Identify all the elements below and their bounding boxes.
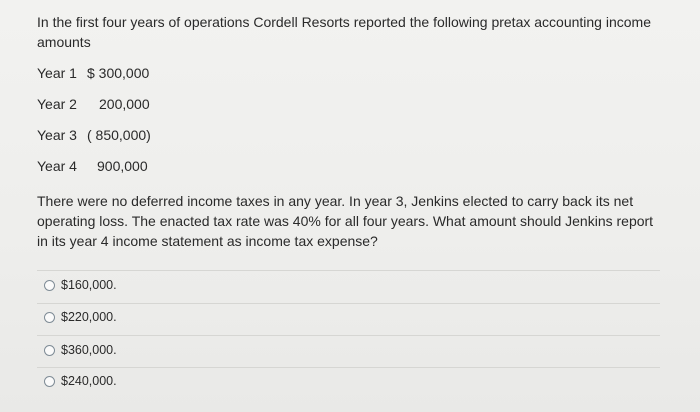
divider <box>37 335 660 336</box>
question-body: There were no deferred income taxes in any year. In year 3, Jenkins elected to carry back its net operating loss. The enacted tax rate was 40% for all four years. What amount should Jenkins report in its year 4 income statement as income tax expense? <box>37 193 654 249</box>
year-amount: 200,000 <box>99 96 150 112</box>
radio-button[interactable] <box>44 376 55 387</box>
year-label: Year 2 <box>37 96 77 112</box>
year-label: Year 3 <box>37 127 77 143</box>
answer-option-1[interactable] <box>44 275 117 295</box>
year-row-1 <box>37 63 149 83</box>
divider <box>37 303 660 304</box>
year-label: Year 4 <box>37 158 77 174</box>
question-intro: In the first four years of operations Cordell Resorts reported the following pretax accounting income amounts <box>37 14 651 50</box>
answer-option-4[interactable] <box>44 371 117 391</box>
year-amount: 900,000 <box>97 158 148 174</box>
answer-option-label: $220,000. <box>61 310 117 324</box>
year-row-4 <box>37 156 148 176</box>
year-amount: ( 850,000) <box>87 127 151 143</box>
answer-option-3[interactable] <box>44 340 117 360</box>
answer-option-label: $240,000. <box>61 374 117 388</box>
divider <box>37 367 660 368</box>
year-amount: $ 300,000 <box>87 65 150 81</box>
answer-option-label: $360,000. <box>61 343 117 357</box>
answer-option-label: $160,000. <box>61 278 117 292</box>
radio-button[interactable] <box>44 280 55 291</box>
year-row-2 <box>37 94 150 114</box>
question-text <box>37 12 667 52</box>
year-row-3 <box>37 125 151 145</box>
radio-button[interactable] <box>44 345 55 356</box>
answer-option-2[interactable] <box>44 307 117 327</box>
year-label: Year 1 <box>37 65 77 81</box>
divider <box>37 270 660 271</box>
radio-button[interactable] <box>44 312 55 323</box>
